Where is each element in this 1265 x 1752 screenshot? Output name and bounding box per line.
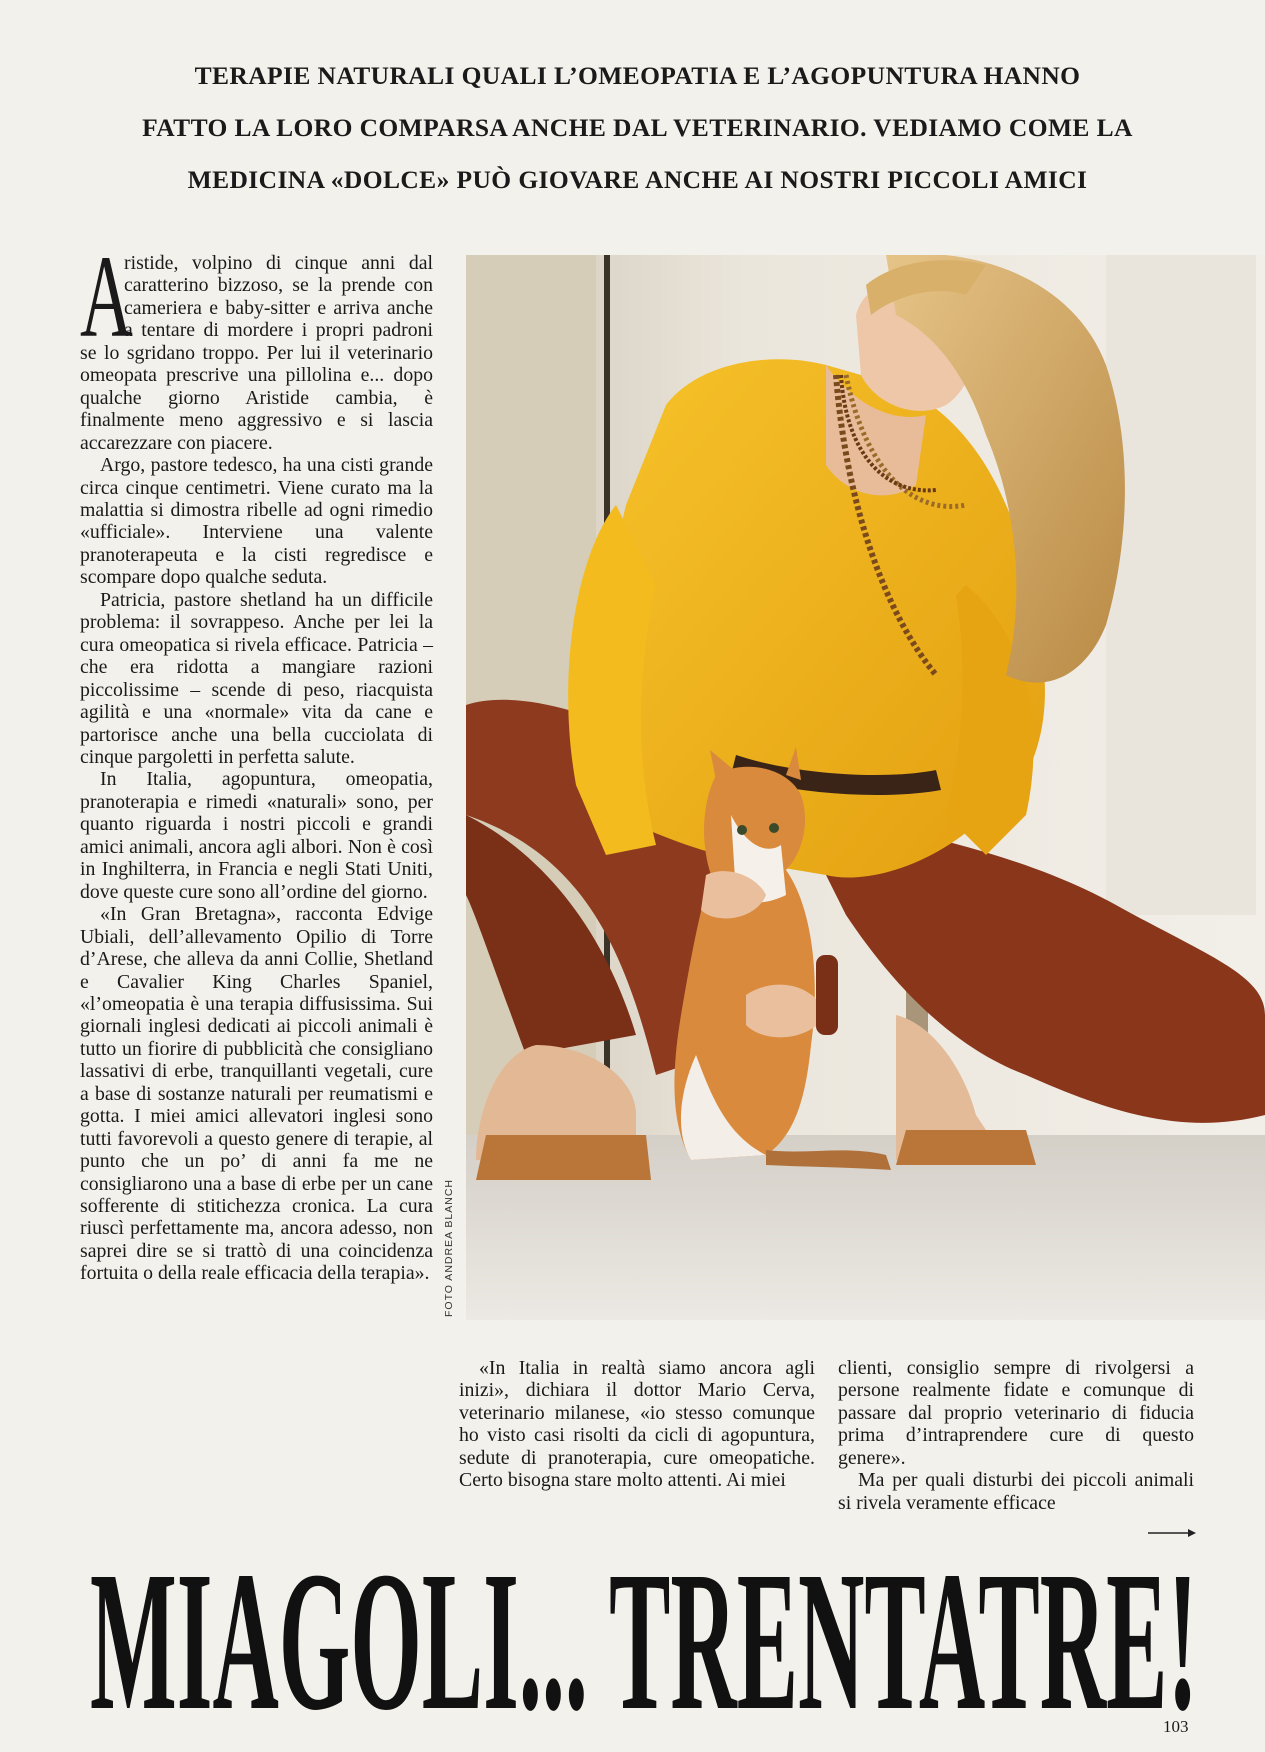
article-deck — [60, 50, 1215, 206]
continue-arrow-icon — [1148, 1527, 1196, 1539]
headline-text: MIAGOLI... TRENTATRE! — [90, 1546, 1198, 1726]
article-paragraph: Patricia, pastore shetland ha un difficile problema: il sovrappeso. Anche per lei la cura omeopatica si rivela efficace. Patricia – che era ridotta a mangiare razioni piccolissime – scende di peso, riacquista agilità e una «normale» vita da cane e partorisce anche una bella cucciolata di cinque pargoletti in perfetta salute. — [80, 588, 433, 768]
article-column-3 — [838, 1357, 1194, 1514]
photo-illustration — [466, 255, 1265, 1320]
deck-line-3: MEDICINA «DOLCE» PUÒ GIOVARE ANCHE AI NOSTRI PICCOLI AMICI — [187, 165, 1088, 194]
article-paragraph: «In Gran Bretagna», racconta Edvige Ubiali, dell’allevamento Opilio di Torre d’Arese, che alleva da anni Collie, Shetland e Cavalier King Charles Spaniel, «l’omeopatia è una terapia diffusissima. Sui giornali inglesi dedicati ai piccoli animali è tutto un fiorire di pubblicità che consigliano lassativi di erbe, tranquillanti vegetali, cure a base di sostanze naturali per reumatismi e gotta. I miei amici allevatori inglesi sono tutti favorevoli a questo genere di terapie, al punto che un po’ di anni fa me ne consigliarono una a base di erbe per un cane sofferente di stitichezza cronica. La cura riuscì perfettamente ma, ancora adesso, non saprei dire se si trattò di una coincidenza fortuita o della reale efficacia della terapia». — [80, 903, 433, 1285]
article-paragraph: Ma per quali disturbi dei piccoli animali si rivela veramente efficace — [838, 1469, 1194, 1514]
deck-line-2: FATTO LA LORO COMPARSA ANCHE DAL VETERINARIO. VEDIAMO COME LA — [142, 113, 1133, 142]
article-paragraph — [80, 231, 433, 454]
drop-cap: A — [80, 231, 133, 362]
photo-woman-with-cat — [466, 255, 1265, 1320]
article-paragraph: «In Italia in realtà siamo ancora agli inizi», dichiara il dottor Mario Cerva, veterinario milanese, «io stesso comunque ho visto casi risolti da cicli di agopuntura, sedute di pranoterapia, cure omeopatiche. Certo bisogna stare molto attenti. Ai miei — [459, 1357, 815, 1492]
deck-line-1: TERAPIE NATURALI QUALI L’OMEOPATIA E L’AGOPUNTURA HANNO — [194, 61, 1081, 90]
article-paragraph: In Italia, agopuntura, omeopatia, pranoterapia e rimedi «naturali» sono, per quanto riguarda i nostri piccoli e grandi amici animali, ancora agli albori. Non è così in Inghilterra, in Francia e negli Stati Uniti, dove queste cure sono all’ordine del giorno. — [80, 768, 433, 903]
photo-credit: FOTO ANDREA BLANCH — [443, 1178, 455, 1317]
article-headline — [90, 1546, 1200, 1726]
page-number: 103 — [1163, 1717, 1189, 1736]
article-paragraph: Argo, pastore tedesco, ha una cisti grande circa cinque centimetri. Viene curato ma la malattia si dimostra ribelle ad ogni rimedio «ufficiale». Interviene una valente pranoterapeuta e la cisti regredisce e scompare dopo qualche seduta. — [80, 454, 433, 589]
article-column-1 — [80, 231, 433, 1285]
article-paragraph: clienti, consiglio sempre di rivolgersi a persone realmente fidate e comunque di passare dal proprio veterinario di fiducia prima d’intraprendere cure di questo genere». — [838, 1357, 1194, 1469]
article-column-2 — [459, 1357, 815, 1492]
paragraph-text: ristide, volpino di cinque anni dal caratterino bizzoso, se la prende con cameriera e baby-sitter e arriva anche a tentare di mordere i propri padroni se lo sgridano troppo. Per lui il veterinario omeopata prescrive una pillolina e... dopo qualche giorno Aristide cambia, è finalmente meno aggressivo e si lascia accarezzare con piacere. — [80, 252, 433, 454]
